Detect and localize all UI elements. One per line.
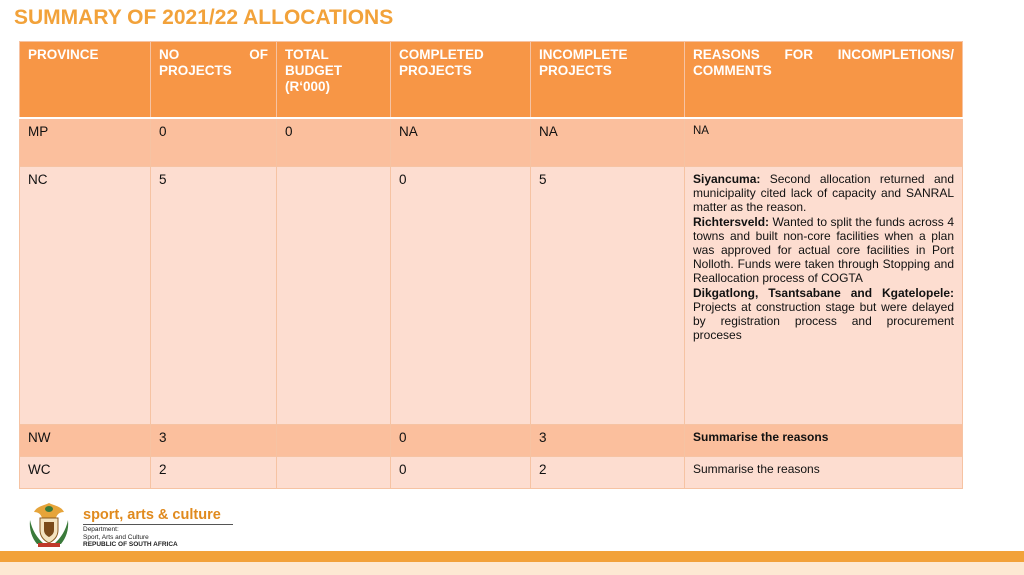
cell-incomplete: 5 <box>531 167 685 425</box>
table-header-row <box>20 42 963 118</box>
reason-municipality-name: Richtersveld: <box>693 214 770 229</box>
cell-incomplete: NA <box>531 118 685 167</box>
cell-province: NW <box>20 425 151 457</box>
table-row <box>20 425 963 457</box>
dept-line-1: Department: <box>83 526 119 533</box>
allocations-table <box>19 41 963 489</box>
cell-projects: 3 <box>151 425 277 457</box>
cell-completed: NA <box>391 118 531 167</box>
cell-province: MP <box>20 118 151 167</box>
cell-projects: 5 <box>151 167 277 425</box>
reason-text: Wanted to split the funds across 4 towns and built non-core facilities when a plan was approved for actual core facilities in Port Nolloth. Funds were taken through Stopping and Reallocation process of COGTA <box>693 214 954 286</box>
cell-province: WC <box>20 457 151 489</box>
department-text <box>83 526 178 549</box>
cell-budget <box>277 457 391 489</box>
dept-line-3: REPUBLIC OF SOUTH AFRICA <box>83 541 178 549</box>
brand-name: sport, arts & culture <box>83 507 221 523</box>
cell-completed: 0 <box>391 457 531 489</box>
cell-budget <box>277 167 391 425</box>
cell-reason <box>685 167 963 425</box>
table-row <box>20 167 963 425</box>
cell-projects: 0 <box>151 118 277 167</box>
brand-divider <box>83 524 233 525</box>
cell-province: NC <box>20 167 151 425</box>
cell-budget <box>277 425 391 457</box>
table-row <box>20 457 963 489</box>
cell-reason: Summarise the reasons <box>685 457 963 489</box>
page-title: SUMMARY OF 2021/22 ALLOCATIONS <box>14 6 394 29</box>
cell-completed: 0 <box>391 167 531 425</box>
header-reasons: REASONS FOR INCOMPLETIONS/ COMMENTS <box>685 42 963 118</box>
reason-municipality-name: Siyancuma: <box>693 172 761 186</box>
footer-accent-bar <box>0 551 1024 562</box>
table-row <box>20 118 963 167</box>
header-completed-projects: COMPLETED PROJECTS <box>391 42 531 118</box>
cell-incomplete: 3 <box>531 425 685 457</box>
reason-municipality-name: Dikgatlong, Tsantsabane and Kgatelopele: <box>693 285 954 300</box>
cell-reason: Summarise the reasons <box>685 425 963 457</box>
cell-incomplete: 2 <box>531 457 685 489</box>
coat-of-arms-icon <box>25 500 73 548</box>
header-no-of-projects: NO OF PROJECTS <box>151 42 277 118</box>
dept-line-2: Sport, Arts and Culture <box>83 533 149 541</box>
header-total-budget: TOTAL BUDGET (R‘000) <box>277 42 391 118</box>
cell-completed: 0 <box>391 425 531 457</box>
cell-budget: 0 <box>277 118 391 167</box>
cell-reason: NA <box>685 118 963 167</box>
header-incomplete-projects: INCOMPLETE PROJECTS <box>531 42 685 118</box>
header-province: PROVINCE <box>20 42 151 118</box>
cell-projects: 2 <box>151 457 277 489</box>
reason-text: Projects at construction stage but were delayed by registration process and procurement proceses <box>693 299 954 343</box>
reason-text: Second allocation returned and municipality cited lack of capacity and SANRAL matter as the reason. <box>693 172 954 215</box>
footer-light-bar <box>0 562 1024 575</box>
